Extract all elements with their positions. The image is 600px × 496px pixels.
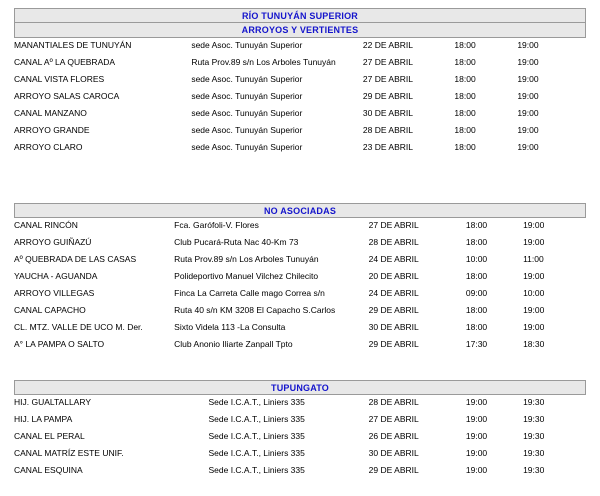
table-row (14, 337, 586, 354)
row-time-start: 17:30 (465, 339, 488, 349)
row-time-end: 19:00 (517, 74, 539, 84)
row-place: Sede I.C.A.T., Liniers 335 (208, 448, 305, 458)
row-time-end: 19:00 (523, 271, 545, 281)
row-time-end: 19:00 (523, 322, 545, 332)
top-spacer (14, 0, 586, 8)
row-name: HIJ. LA PAMPA (14, 414, 73, 424)
row-place: Sede I.C.A.T., Liniers 335 (208, 414, 305, 424)
section-gap (14, 354, 586, 380)
row-date: 24 DE ABRIL (368, 254, 419, 264)
row-date: 30 DE ABRIL (362, 108, 413, 118)
row-date: 20 DE ABRIL (368, 271, 419, 281)
row-date: 28 DE ABRIL (368, 397, 419, 407)
row-date: 29 DE ABRIL (368, 339, 419, 349)
section-rio-tunuyan-superior (14, 8, 586, 157)
row-time-end: 10:00 (523, 288, 545, 298)
row-place: Sede I.C.A.T., Liniers 335 (208, 431, 305, 441)
table-row (14, 55, 586, 72)
row-time-end: 19:00 (517, 125, 539, 135)
row-time-end: 19:30 (523, 397, 545, 407)
row-time-end: 19:00 (517, 142, 539, 152)
row-place: Sede I.C.A.T., Liniers 335 (208, 465, 305, 475)
row-place: sede Asoc. Tunuyán Superior (191, 91, 303, 101)
row-place: Finca La Carreta Calle mago Correa s/n (174, 288, 325, 298)
table-row (14, 269, 586, 286)
row-time-start: 19:00 (465, 414, 488, 424)
row-name: CANAL MANZANO (14, 108, 87, 118)
row-name: ARROYO CLARO (14, 142, 83, 152)
row-date: 22 DE ABRIL (362, 40, 413, 50)
row-time-end: 19:00 (523, 305, 545, 315)
row-name: CANAL Aº LA QUEBRADA (14, 57, 116, 67)
row-place: Club Anonio Iliarte Zanpall Tpto (174, 339, 293, 349)
row-date: 30 DE ABRIL (368, 448, 419, 458)
row-date: 26 DE ABRIL (368, 431, 419, 441)
section-tupungato (14, 380, 586, 480)
row-name: CL. MTZ. VALLE DE UCO M. Der. (14, 322, 143, 332)
row-time-start: 19:00 (465, 448, 488, 458)
row-time-start: 19:00 (465, 465, 488, 475)
row-time-end: 18:30 (523, 339, 545, 349)
row-time-start: 18:00 (454, 142, 476, 152)
table-row (14, 140, 586, 157)
row-time-start: 19:00 (465, 431, 488, 441)
table-row (14, 89, 586, 106)
table-row (14, 303, 586, 320)
row-place: Sede I.C.A.T., Liniers 335 (208, 397, 305, 407)
row-time-end: 19:00 (517, 108, 539, 118)
row-time-start: 18:00 (454, 57, 476, 67)
row-place: sede Asoc. Tunuyán Superior (191, 40, 303, 50)
schedule-table-1 (14, 38, 586, 157)
row-name: ARROYO GRANDE (14, 125, 90, 135)
row-date: 27 DE ABRIL (362, 74, 413, 84)
table-row (14, 429, 586, 446)
section-no-asociadas (14, 203, 586, 354)
row-date: 27 DE ABRIL (362, 57, 413, 67)
section-title-banner: NO ASOCIADAS (14, 203, 586, 218)
row-place: Sixto Videla 113 -La Consulta (174, 322, 286, 332)
row-date: 27 DE ABRIL (368, 220, 419, 230)
table-row (14, 235, 586, 252)
table-row (14, 106, 586, 123)
row-time-start: 18:00 (465, 237, 488, 247)
row-time-end: 19:00 (523, 237, 545, 247)
row-name: A° LA PAMPA O SALTO (14, 339, 105, 349)
row-place: Polideportivo Manuel Vilchez Chilecito (174, 271, 319, 281)
row-date: 27 DE ABRIL (368, 414, 419, 424)
table-row (14, 252, 586, 269)
row-name: ARROYO GUIÑAZÚ (14, 237, 92, 247)
row-name: CANAL MATRÍZ ESTE UNIF. (14, 448, 124, 458)
row-name: CANAL RINCÓN (14, 220, 78, 230)
table-row (14, 395, 586, 412)
row-time-end: 19:00 (523, 220, 545, 230)
section-gap (14, 157, 586, 203)
section-title-banner: TUPUNGATO (14, 380, 586, 395)
row-time-start: 19:00 (465, 397, 488, 407)
row-name: CANAL EL PERAL (14, 431, 85, 441)
table-row (14, 446, 586, 463)
row-date: 29 DE ABRIL (368, 305, 419, 315)
row-time-start: 18:00 (465, 220, 488, 230)
row-time-end: 19:00 (517, 40, 539, 50)
row-name: CANAL VISTA FLORES (14, 74, 105, 84)
row-time-start: 18:00 (465, 271, 488, 281)
table-row (14, 72, 586, 89)
row-place: sede Asoc. Tunuyán Superior (191, 125, 303, 135)
row-time-end: 19:00 (517, 91, 539, 101)
row-date: 28 DE ABRIL (368, 237, 419, 247)
schedule-table-2 (14, 218, 586, 354)
row-place: Ruta Prov.89 s/n Los Arboles Tunuyán (174, 254, 319, 264)
row-place: Club Pucará-Ruta Nac 40-Km 73 (174, 237, 299, 247)
row-time-start: 18:00 (465, 305, 488, 315)
row-time-start: 18:00 (465, 322, 488, 332)
section-subtitle-banner: ARROYOS Y VERTIENTES (14, 23, 586, 38)
row-name: HIJ. GUALTALLARY (14, 397, 91, 407)
row-date: 23 DE ABRIL (362, 142, 413, 152)
row-place: Ruta 40 s/n KM 3208 El Capacho S.Carlos (174, 305, 336, 315)
section-title-banner: RÍO TUNUYÁN SUPERIOR (14, 8, 586, 23)
row-name: CANAL CAPACHO (14, 305, 86, 315)
row-date: 24 DE ABRIL (368, 288, 419, 298)
row-place: sede Asoc. Tunuyán Superior (191, 74, 303, 84)
table-row (14, 218, 586, 235)
row-time-start: 18:00 (454, 125, 476, 135)
row-time-start: 09:00 (465, 288, 488, 298)
row-time-start: 10:00 (465, 254, 488, 264)
row-name: Aº QUEBRADA DE LAS CASAS (14, 254, 137, 264)
row-name: CANAL ESQUINA (14, 465, 83, 475)
row-place: sede Asoc. Tunuyán Superior (191, 142, 303, 152)
row-time-start: 18:00 (454, 108, 476, 118)
row-time-start: 18:00 (454, 74, 476, 84)
row-time-start: 18:00 (454, 40, 476, 50)
row-place: Ruta Prov.89 s/n Los Arboles Tunuyán (191, 57, 336, 67)
row-name: ARROYO SALAS CAROCA (14, 91, 120, 101)
row-date: 29 DE ABRIL (368, 465, 419, 475)
row-name: MANANTIALES DE TUNUYÁN (14, 40, 132, 50)
table-row (14, 412, 586, 429)
table-row (14, 463, 586, 480)
row-name: ARROYO VILLEGAS (14, 288, 95, 298)
row-time-start: 18:00 (454, 91, 476, 101)
row-name: YAUCHA - AGUANDA (14, 271, 98, 281)
row-time-end: 19:30 (523, 448, 545, 458)
table-row (14, 38, 586, 55)
row-date: 29 DE ABRIL (362, 91, 413, 101)
row-date: 28 DE ABRIL (362, 125, 413, 135)
row-time-end: 11:00 (523, 254, 544, 264)
row-date: 30 DE ABRIL (368, 322, 419, 332)
row-time-end: 19:30 (523, 414, 545, 424)
row-time-end: 19:30 (523, 431, 545, 441)
row-time-end: 19:30 (523, 465, 545, 475)
schedule-table-3 (14, 395, 586, 480)
row-place: sede Asoc. Tunuyán Superior (191, 108, 303, 118)
table-row (14, 123, 586, 140)
table-row (14, 286, 586, 303)
table-row (14, 320, 586, 337)
row-place: Fca. Garófoli-V. Flores (174, 220, 259, 230)
row-time-end: 19:00 (517, 57, 539, 67)
